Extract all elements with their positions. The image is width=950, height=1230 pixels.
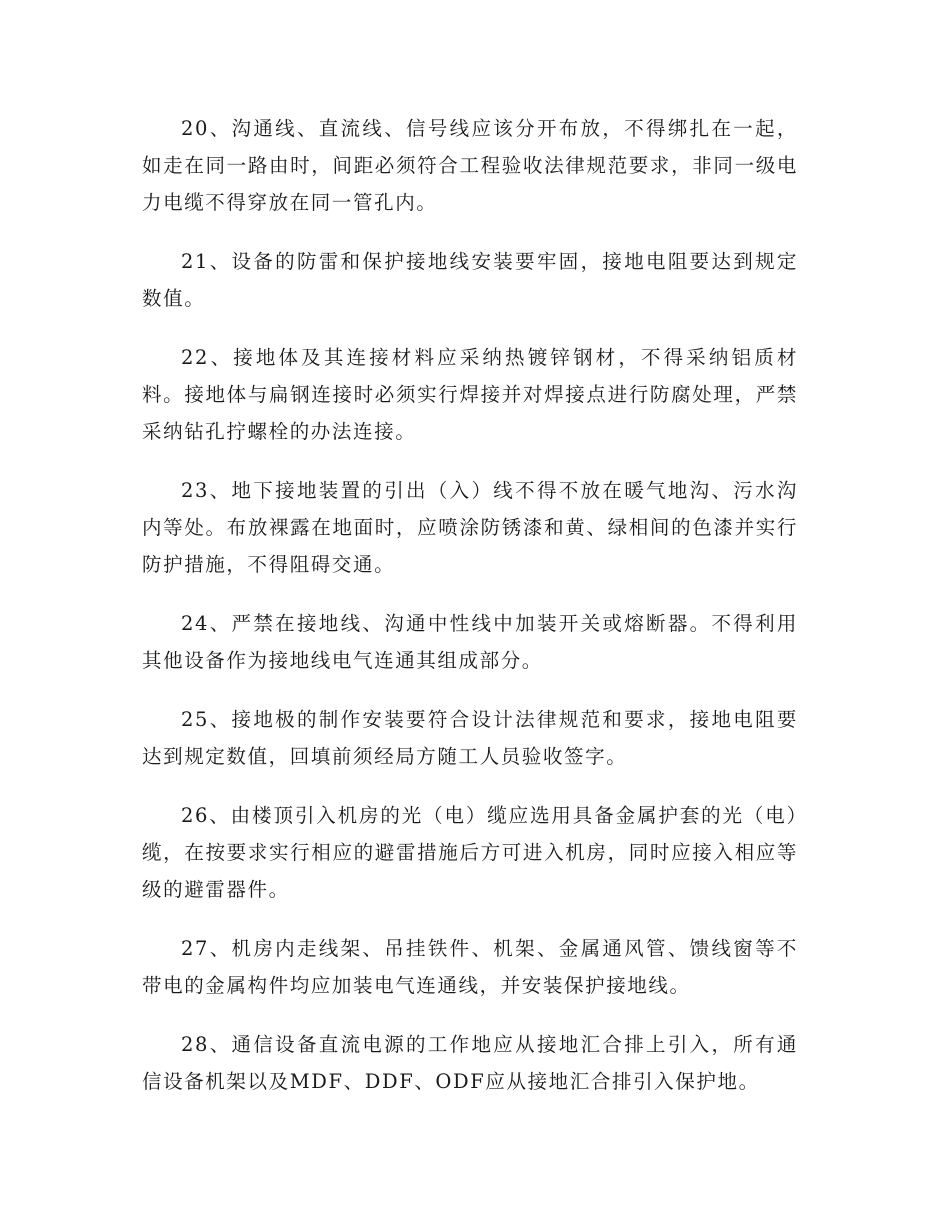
paragraph-26: 26、由楼顶引入机房的光（电）缆应选用具备金属护套的光（电）缆，在按要求实行相应的避雷措施后方可进入机房，同时应接入相应等级的避雷器件。	[142, 804, 798, 901]
paragraph-23: 23、地下接地装置的引出（入）线不得不放在暖气地沟、污水沟内等处。布放裸露在地面时，应喷涂防锈漆和黄、绿相间的色漆并实行防护措施，不得阻碍交通。	[142, 479, 798, 576]
paragraph-28: 28、通信设备直流电源的工作地应从接地汇合排上引入，所有通信设备机架以及MDF、DDF、ODF应从接地汇合排引入保护地。	[142, 1033, 798, 1093]
paragraph-27: 27、机房内走线架、吊挂铁件、机架、金属通风管、馈线窗等不带电的金属构件均应加装电气连通线，并安装保护接地线。	[142, 937, 798, 997]
document-body	[142, 110, 798, 1122]
paragraph-24: 24、严禁在接地线、沟通中性线中加装开关或熔断器。不得利用其他设备作为接地线电气连通其组成部分。	[142, 612, 798, 672]
paragraph-20: 20、沟通线、直流线、信号线应该分开布放，不得绑扎在一起，如走在同一路由时，间距必须符合工程验收法律规范要求，非同一级电力电缆不得穿放在同一管孔内。	[142, 117, 798, 214]
paragraph-21: 21、设备的防雷和保护接地线安装要牢固，接地电阻要达到规定数值。	[142, 250, 798, 310]
paragraph-22: 22、接地体及其连接材料应采纳热镀锌钢材，不得采纳铝质材料。接地体与扁钢连接时必须实行焊接并对焊接点进行防腐处理，严禁采纳钻孔拧螺栓的办法连接。	[142, 346, 798, 443]
paragraph-25: 25、接地极的制作安装要符合设计法律规范和要求，接地电阻要达到规定数值，回填前须经局方随工人员验收签字。	[142, 708, 798, 768]
